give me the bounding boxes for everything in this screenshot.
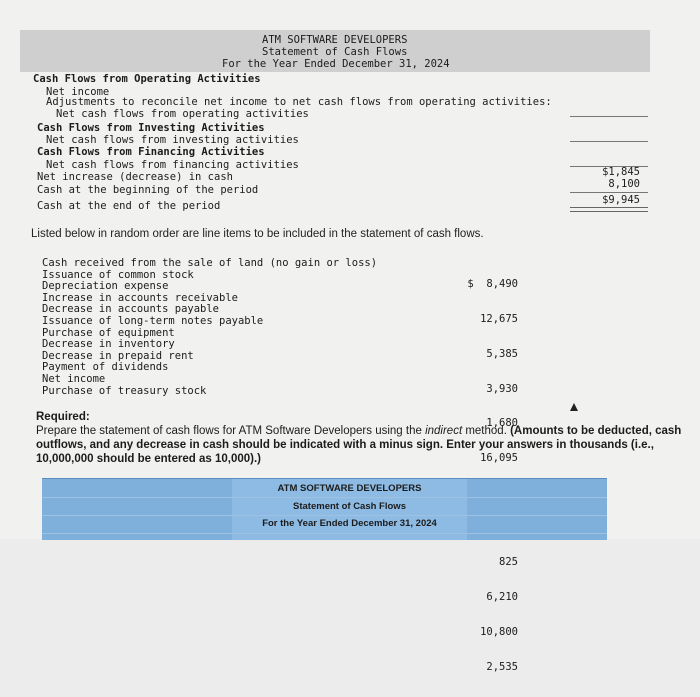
financing-heading: Cash Flows from Financing Activities <box>37 146 265 158</box>
required-heading: Required: <box>36 411 90 423</box>
investing-total-line <box>570 141 648 142</box>
required-italic: indirect <box>425 425 463 437</box>
line-item-value: 3,930 <box>486 382 518 395</box>
cash-end-label: Cash at the end of the period <box>37 200 221 212</box>
list-intro: Listed below in random order are line items to be included in the statement of cash flows. <box>31 228 484 240</box>
line-item-label: Purchase of treasury stock <box>42 384 207 397</box>
statement-title: Statement of Cash Flows <box>262 46 408 58</box>
line-item-value: 1,680 <box>486 417 518 430</box>
line-item-value: $ 8,490 <box>467 278 518 291</box>
net-financing-label: Net cash flows from financing activities <box>46 159 299 171</box>
statement-company: ATM SOFTWARE DEVELOPERS <box>262 34 408 46</box>
operating-total-line <box>570 116 648 117</box>
required-text-2: method. <box>462 425 511 437</box>
adjustments-label: Adjustments to reconcile net income to net cash flows from operating activities: <box>46 96 552 108</box>
line-item-label: Net income <box>42 372 106 385</box>
net-increase-label: Net increase (decrease) in cash <box>37 171 233 183</box>
answer-table <box>42 478 607 540</box>
net-operating-label: Net cash flows from operating activities <box>56 108 309 120</box>
line-item-label: Decrease in inventory <box>42 338 175 351</box>
line-item-label: Depreciation expense <box>42 280 169 293</box>
line-item-value: 2,535 <box>486 660 518 673</box>
line-items-labels <box>42 258 377 397</box>
line-items-values <box>440 256 518 697</box>
line-item-label: Issuance of common stock <box>42 268 194 281</box>
net-investing-label: Net cash flows from investing activities <box>46 134 299 146</box>
line-item-label: Purchase of equipment <box>42 326 175 339</box>
net-income-label: Net income <box>46 86 110 98</box>
line-item-value: 16,095 <box>480 452 518 465</box>
cash-beginning-value: 8,100 <box>608 178 640 190</box>
line-item-value: 825 <box>499 556 518 569</box>
line-item-label: Payment of dividends <box>42 361 169 374</box>
cash-beginning-label: Cash at the beginning of the period <box>37 184 259 196</box>
line-item-value: 12,675 <box>480 312 518 325</box>
net-increase-value: $1,845 <box>602 166 640 178</box>
line-item-value: 5,385 <box>486 347 518 360</box>
line-item-label: Issuance of long-term notes payable <box>42 314 264 327</box>
investing-heading: Cash Flows from Investing Activities <box>37 122 265 134</box>
answer-company: ATM SOFTWARE DEVELOPERS <box>277 483 422 494</box>
required-bold: (Amounts to be deducted, cash outflows, and any decrease in cash should be indicated with a minus sign. Enter your answers in thousands (i.e., 10,000,000 should be entered as 10,000).) <box>36 425 682 465</box>
cash-end-value: $9,945 <box>602 194 640 206</box>
answer-title: Statement of Cash Flows <box>293 501 406 512</box>
line-item-label: Cash received from the sale of land (no gain or loss) <box>42 257 378 269</box>
line-item-label: Decrease in prepaid rent <box>42 349 194 362</box>
required-instructions <box>36 424 696 468</box>
statement-period: For the Year Ended December 31, 2024 <box>222 58 450 70</box>
operating-heading: Cash Flows from Operating Activities <box>33 73 261 85</box>
line-item-value: 6,210 <box>486 591 518 604</box>
required-text: Prepare the statement of cash flows for ATM Software Developers using the <box>36 425 426 437</box>
mouse-cursor-icon <box>570 403 578 411</box>
answer-period: For the Year Ended December 31, 2024 <box>262 518 437 529</box>
line-item-label: Decrease in accounts payable <box>42 303 220 316</box>
beginning-total-line <box>570 192 648 193</box>
line-item-label: Increase in accounts receivable <box>42 291 238 304</box>
line-item-value: 10,800 <box>480 626 518 638</box>
cash-end-double-line <box>570 207 648 212</box>
